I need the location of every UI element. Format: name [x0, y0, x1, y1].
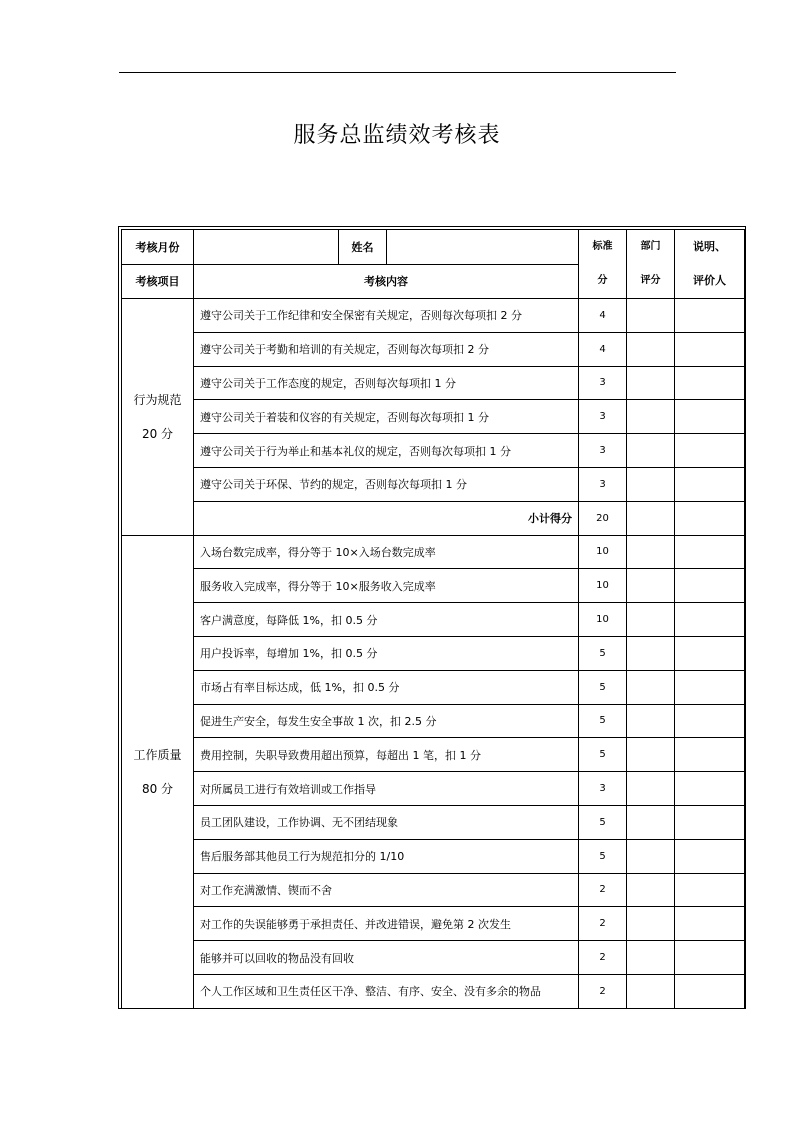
note-cell[interactable]: [675, 299, 745, 333]
table-row: [122, 603, 745, 637]
item-standard-score: 5: [579, 805, 627, 839]
name-field[interactable]: [387, 230, 579, 265]
item-standard-score: 2: [579, 941, 627, 975]
table-row: [122, 907, 745, 941]
table-row: [122, 535, 745, 569]
item-standard-score: 2: [579, 974, 627, 1008]
dept-score-cell[interactable]: [627, 873, 675, 907]
dept-score-cell[interactable]: [627, 535, 675, 569]
table-row: [122, 974, 745, 1008]
table-row: [122, 299, 745, 333]
table-row: [122, 366, 745, 400]
note-cell[interactable]: [675, 670, 745, 704]
item-standard-score: 3: [579, 467, 627, 501]
item-content: 客户满意度，每降低 1%，扣 0.5 分: [194, 603, 579, 637]
note-cell[interactable]: [675, 805, 745, 839]
note-cell[interactable]: [675, 974, 745, 1008]
note-cell[interactable]: [675, 434, 745, 468]
dept-score-cell[interactable]: [627, 907, 675, 941]
evaluation-table: [121, 229, 745, 1009]
item-standard-score: 5: [579, 636, 627, 670]
note-cell[interactable]: [675, 636, 745, 670]
table-row: [122, 670, 745, 704]
item-content: 用户投诉率，每增加 1%，扣 0.5 分: [194, 636, 579, 670]
content-label: 考核内容: [194, 264, 579, 299]
dept-score-cell[interactable]: [627, 434, 675, 468]
table-row: [122, 434, 745, 468]
dept-header-line1: 部门: [640, 241, 661, 252]
table-row: [122, 738, 745, 772]
item-content: 遵守公司关于环保、节约的规定，否则每次每项扣 1 分: [194, 467, 579, 501]
item-content: 能够并可以回收的物品没有回收: [194, 941, 579, 975]
item-content: 促进生产安全，每发生安全事故 1 次，扣 2.5 分: [194, 704, 579, 738]
dept-score-cell[interactable]: [627, 974, 675, 1008]
section-category: [122, 299, 194, 536]
dept-score-cell[interactable]: [627, 772, 675, 806]
note-cell[interactable]: [675, 332, 745, 366]
subtotal-row: [122, 501, 745, 535]
item-content: 售后服务部其他员工行为规范扣分的 1/10: [194, 839, 579, 873]
dept-score-cell[interactable]: [627, 366, 675, 400]
note-cell[interactable]: [675, 839, 745, 873]
dept-score-cell[interactable]: [627, 603, 675, 637]
table-row: [122, 636, 745, 670]
item-standard-score: 2: [579, 907, 627, 941]
table-row: [122, 704, 745, 738]
item-standard-score: 5: [579, 704, 627, 738]
table-row: [122, 839, 745, 873]
dept-score-cell[interactable]: [627, 704, 675, 738]
note-cell[interactable]: [675, 366, 745, 400]
item-standard-score: 10: [579, 569, 627, 603]
dept-score-cell[interactable]: [627, 805, 675, 839]
item-standard-score: 4: [579, 299, 627, 333]
dept-score-cell[interactable]: [627, 670, 675, 704]
standard-header: [579, 230, 627, 299]
item-standard-score: 10: [579, 603, 627, 637]
item-standard-score: 4: [579, 332, 627, 366]
item-content: 入场台数完成率，得分等于 10×入场台数完成率: [194, 535, 579, 569]
item-standard-score: 5: [579, 839, 627, 873]
note-header: [675, 230, 745, 299]
table-row: [122, 569, 745, 603]
note-cell[interactable]: [675, 873, 745, 907]
note-cell[interactable]: [675, 772, 745, 806]
dept-score-cell[interactable]: [627, 636, 675, 670]
subtotal-value: 20: [579, 501, 627, 535]
note-cell[interactable]: [675, 400, 745, 434]
header-row-1: [122, 230, 745, 265]
table-row: [122, 873, 745, 907]
table-row: [122, 467, 745, 501]
item-content: 对所属员工进行有效培训或工作指导: [194, 772, 579, 806]
subtotal-label: 小计得分: [194, 501, 579, 535]
item-content: 遵守公司关于工作纪律和安全保密有关规定，否则每次每项扣 2 分: [194, 299, 579, 333]
item-standard-score: 3: [579, 772, 627, 806]
note-cell[interactable]: [675, 704, 745, 738]
section-category: [122, 535, 194, 1008]
note-cell[interactable]: [675, 907, 745, 941]
note-cell[interactable]: [675, 535, 745, 569]
item-standard-score: 5: [579, 670, 627, 704]
note-cell[interactable]: [675, 738, 745, 772]
dept-score-cell[interactable]: [627, 332, 675, 366]
section-name: 行为规范: [133, 392, 182, 407]
item-content: 市场占有率目标达成，低 1%，扣 0.5 分: [194, 670, 579, 704]
item-standard-score: 5: [579, 738, 627, 772]
standard-header-line2: 分: [597, 275, 608, 286]
item-content: 服务收入完成率，得分等于 10×服务收入完成率: [194, 569, 579, 603]
table-row: [122, 941, 745, 975]
item-standard-score: 2: [579, 873, 627, 907]
item-content: 对工作的失误能够勇于承担责任、并改进错误，避免第 2 次发生: [194, 907, 579, 941]
item-label: 考核项目: [122, 264, 194, 299]
top-rule: [119, 72, 676, 73]
table-row: [122, 805, 745, 839]
item-content: 费用控制，失职导致费用超出预算，每超出 1 笔，扣 1 分: [194, 738, 579, 772]
month-field[interactable]: [194, 230, 339, 265]
dept-score-header: [627, 230, 675, 299]
item-content: 遵守公司关于考勤和培训的有关规定，否则每次每项扣 2 分: [194, 332, 579, 366]
item-content: 个人工作区域和卫生责任区干净、整洁、有序、安全、没有多余的物品: [194, 974, 579, 1008]
dept-score-cell[interactable]: [627, 299, 675, 333]
subtotal-dept-cell[interactable]: [627, 501, 675, 535]
note-header-line2: 评价人: [693, 274, 726, 287]
table-row: [122, 772, 745, 806]
section-score: 20 分: [141, 426, 174, 441]
dept-score-cell[interactable]: [627, 569, 675, 603]
item-standard-score: 3: [579, 366, 627, 400]
section-score: 80 分: [141, 781, 174, 796]
item-standard-score: 3: [579, 400, 627, 434]
subtotal-note-cell[interactable]: [675, 501, 745, 535]
item-standard-score: 10: [579, 535, 627, 569]
item-content: 遵守公司关于行为举止和基本礼仪的规定，否则每次每项扣 1 分: [194, 434, 579, 468]
dept-score-cell[interactable]: [627, 941, 675, 975]
note-header-line1: 说明、: [693, 240, 726, 253]
table-row: [122, 400, 745, 434]
note-cell[interactable]: [675, 941, 745, 975]
name-label: 姓名: [339, 230, 387, 265]
dept-score-cell[interactable]: [627, 839, 675, 873]
table-row: [122, 332, 745, 366]
item-content: 遵守公司关于工作态度的规定，否则每次每项扣 1 分: [194, 366, 579, 400]
note-cell[interactable]: [675, 603, 745, 637]
item-content: 员工团队建设，工作协调、无不团结现象: [194, 805, 579, 839]
dept-header-line2: 评分: [640, 275, 661, 286]
page-title: 服务总监绩效考核表: [293, 123, 501, 148]
dept-score-cell[interactable]: [627, 738, 675, 772]
dept-score-cell[interactable]: [627, 467, 675, 501]
standard-header-line1: 标准: [592, 241, 613, 252]
note-cell[interactable]: [675, 467, 745, 501]
section-name: 工作质量: [133, 747, 182, 762]
dept-score-cell[interactable]: [627, 400, 675, 434]
item-content: 遵守公司关于着装和仪容的有关规定，否则每次每项扣 1 分: [194, 400, 579, 434]
month-label: 考核月份: [122, 230, 194, 265]
item-content: 对工作充满激情、锲而不舍: [194, 873, 579, 907]
item-standard-score: 3: [579, 434, 627, 468]
note-cell[interactable]: [675, 569, 745, 603]
